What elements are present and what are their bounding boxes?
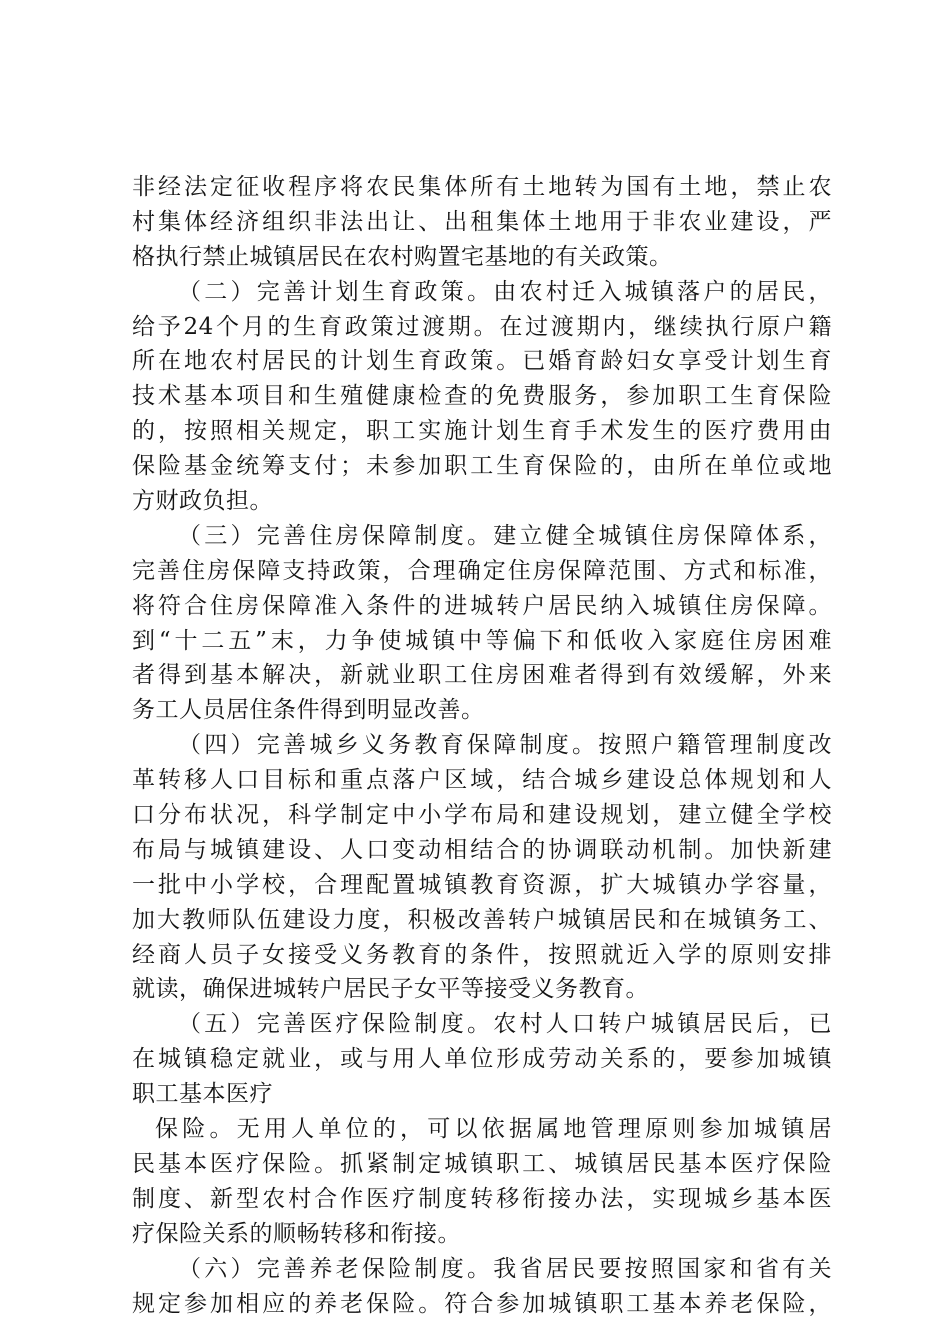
text-line: 给予24个月的生育政策过渡期。在过渡期内，继续执行原户籍 bbox=[132, 313, 832, 340]
text-line: （二）完善计划生育政策。由农村迁入城镇落户的居民， bbox=[178, 278, 832, 305]
paragraph-medical-insurance-continued bbox=[132, 1112, 832, 1252]
text-line: 将符合住房保障准入条件的进城转户居民纳入城镇住房保障。 bbox=[132, 592, 832, 619]
paragraph-education bbox=[132, 728, 832, 1007]
text-line: 保险基金统筹支付；未参加职工生育保险的，由所在单位或地 bbox=[132, 453, 832, 480]
text-line: （四）完善城乡义务教育保障制度。按照户籍管理制度改 bbox=[178, 732, 832, 759]
text-line: 职工基本医疗 bbox=[132, 1081, 273, 1108]
text-line: 革转移人口目标和重点落户区域，结合城乡建设总体规划和人 bbox=[132, 767, 832, 794]
text-line: （三）完善住房保障制度。建立健全城镇住房保障体系， bbox=[178, 522, 832, 549]
text-line: 民基本医疗保险。抓紧制定城镇职工、城镇居民基本医疗保险 bbox=[132, 1150, 832, 1177]
text-line: 就读，确保进城转户居民子女平等接受义务教育。 bbox=[132, 976, 649, 1003]
text-line: 所在地农村居民的计划生育政策。已婚育龄妇女享受计划生育 bbox=[132, 348, 832, 375]
text-line: 在城镇稳定就业，或与用人单位形成劳动关系的，要参加城镇 bbox=[132, 1046, 832, 1073]
text-line: 加大教师队伍建设力度，积极改善转户城镇居民和在城镇务工、 bbox=[132, 906, 832, 933]
text-line: 的，按照相关规定，职工实施计划生育手术发生的医疗费用由 bbox=[132, 418, 832, 445]
text-line: 制度、新型农村合作医疗制度转移衔接办法，实现城乡基本医 bbox=[132, 1185, 832, 1212]
text-line: 者得到基本解决，新就业职工住房困难者得到有效缓解，外来 bbox=[132, 662, 832, 689]
text-line: 非经法定征收程序将农民集体所有土地转为国有土地，禁止农 bbox=[132, 174, 832, 200]
text-line: 一批中小学校，合理配置城镇教育资源，扩大城镇办学容量， bbox=[132, 871, 832, 898]
text-line: 方财政负担。 bbox=[132, 488, 273, 515]
text-line: （六）完善养老保险制度。我省居民要按照国家和省有关 bbox=[178, 1255, 832, 1282]
paragraph-housing bbox=[132, 519, 832, 728]
text-line: 保险。无用人单位的，可以依据属地管理原则参加城镇居 bbox=[155, 1116, 832, 1143]
text-line: 格执行禁止城镇居民在农村购置宅基地的有关政策。 bbox=[132, 243, 673, 270]
text-line: 经商人员子女接受义务教育的条件，按照就近入学的原则安排 bbox=[132, 941, 832, 968]
text-line: 疗保险关系的顺畅转移和衔接。 bbox=[132, 1220, 461, 1247]
text-line: 务工人员居住条件得到明显改善。 bbox=[132, 697, 485, 724]
paragraph-medical-insurance bbox=[132, 1007, 832, 1112]
text-line: （五）完善医疗保险制度。农村人口转户城镇居民后，已 bbox=[178, 1011, 832, 1038]
body-text bbox=[132, 170, 832, 1321]
text-line: 规定参加相应的养老保险。符合参加城镇职工基本养老保险， bbox=[132, 1290, 832, 1317]
text-line: 布局与城镇建设、人口变动相结合的协调联动机制。加快新建 bbox=[132, 836, 832, 863]
text-line: 村集体经济组织非法出让、出租集体土地用于非农业建设，严 bbox=[132, 208, 832, 235]
paragraph-family-planning bbox=[132, 275, 832, 519]
text-line: 到“十二五”末，力争使城镇中等偏下和低收入家庭住房困难 bbox=[132, 627, 832, 654]
paragraph-pension-insurance bbox=[132, 1252, 832, 1322]
text-line: 技术基本项目和生殖健康检查的免费服务，参加职工生育保险 bbox=[132, 383, 832, 410]
text-line: 口分布状况，科学制定中小学布局和建设规划，建立健全学校 bbox=[132, 802, 832, 829]
paragraph-land-policy-continuation bbox=[132, 170, 832, 275]
text-line: 完善住房保障支持政策，合理确定住房保障范围、方式和标准， bbox=[132, 557, 832, 584]
